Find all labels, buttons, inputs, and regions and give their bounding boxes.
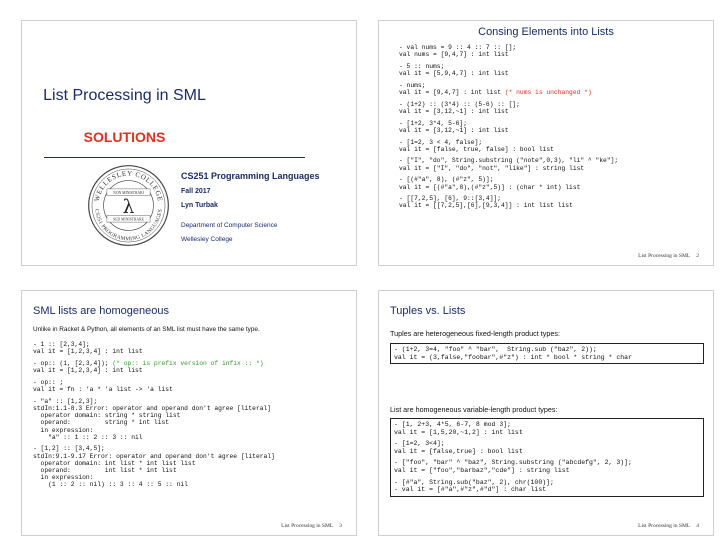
code-line: val nums = [9,4,7] : int list <box>399 51 509 59</box>
tuple-code-box <box>390 343 704 364</box>
code-line: val it = [[7,2,5],[6],[9,3,4]] : int list list <box>399 202 573 210</box>
code-line: - op:: ; <box>33 378 64 386</box>
code-line: val it = [1,2,3,4] : int list <box>33 348 143 356</box>
code-listing <box>33 341 275 493</box>
department: Department of Computer Science <box>181 222 278 229</box>
code-line: - 5 :: nums; <box>399 62 445 70</box>
code-line: - ["foo", "bar" ^ "baz", String.substring ("abcdefg", 2, 3)]; <box>394 459 632 467</box>
list-code-box <box>390 418 704 497</box>
page-number: 3 <box>339 523 342 529</box>
code-line: - [[7,2,5], [6], 9::[3,4]]; <box>399 195 502 203</box>
code-line: - [1+2, 3*4, 5-6]; <box>399 119 468 127</box>
svg-text:λ: λ <box>122 196 135 218</box>
code-line: val it = ["I", "do", "not", "like"] : string list <box>399 164 585 172</box>
code-line: in expression: <box>33 426 94 434</box>
slide-2-title: Consing Elements into Lists <box>478 26 614 38</box>
code-line: val it = [3,12,~1] : int list <box>399 107 509 115</box>
code-line: val it = [5,9,4,7] : int list <box>399 70 509 78</box>
slide-footer: List Processing in SML 3 <box>281 523 342 529</box>
slide-3-title: SML lists are homogeneous <box>33 305 169 317</box>
page-number: 2 <box>696 253 699 259</box>
code-comment: (* op:: is prefix version of infix :: *) <box>112 359 264 367</box>
svg-text:CS251 PROGRAMMING LANGUAGES: CS251 PROGRAMMING LANGUAGES <box>93 208 164 243</box>
slide-1-title: List Processing in SML <box>43 87 206 104</box>
code-listing <box>399 44 618 214</box>
code-line: - (1+2) :: (3*4) :: (5-6) :: []; <box>399 100 520 108</box>
course-name: CS251 Programming Languages <box>181 171 320 181</box>
code-line: val it = [9,4,7] : int list (* nums is unchanged *) <box>399 89 592 97</box>
code-line: operand: string * int list <box>33 419 170 427</box>
wellesley-seal-icon <box>87 164 170 247</box>
page-number: 4 <box>696 523 699 529</box>
code-line: - [(#"a", 8), (#"z", 5)]; <box>399 176 494 184</box>
code-line: - ["I", "do", String.substring ("note",0,3), "li" ^ "ke"]; <box>399 157 619 165</box>
code-line: stdIn:1.1-8.3 Error: operator and operand don't agree [literal] <box>33 404 272 412</box>
code-line: val it = fn : 'a * 'a list -> 'a list <box>33 386 173 394</box>
slide-footer: List Processing in SML 2 <box>638 253 699 259</box>
code-line: - nums; <box>399 81 426 89</box>
code-line: - val nums = 9 :: 4 :: 7 :: []; <box>399 44 517 51</box>
code-line: - val it = [#"a",#"z",#"d"] : char list <box>394 486 547 494</box>
code-line: val it = [1,5,20,~1,2] : int list <box>394 428 523 436</box>
college: Wellesley College <box>181 236 233 243</box>
code-line: - [1,2] :: [3,4,5]; <box>33 445 105 453</box>
code-line: val it = ["foo","barbaz","cde"] : string list <box>394 466 570 474</box>
code-line: - [1=2, 3 < 4, false]; <box>399 138 483 146</box>
code-line: operator domain: string * string list <box>33 412 181 420</box>
lists-description: List are homogeneous variable-length product types: <box>390 405 558 414</box>
slide-consing <box>378 20 714 266</box>
slide-footer: List Processing in SML 4 <box>638 523 699 529</box>
code-line: in expression: <box>33 474 94 482</box>
slide-tuples-vs-lists <box>378 290 714 536</box>
code-line: operator domain: int list * int list list <box>33 459 196 467</box>
code-line: - (1+2, 3=4, "foo" ^ "bar", String.sub ("baz", 2)); <box>394 346 597 353</box>
code-line: - "a" :: [1,2,3]; <box>33 397 98 405</box>
code-line: - op:: (1, [2,3,4]); (* op:: is prefix version of infix :: *) <box>33 359 264 367</box>
code-line: operand: int list * int list <box>33 467 177 475</box>
code-line: - 1 :: [2,3,4]; <box>33 341 90 348</box>
svg-text:WELLESLEY COLLEGE: WELLESLEY COLLEGE <box>92 169 165 203</box>
code-line: val it = [3,12,~1] : int list <box>399 126 509 134</box>
slide-3-intro: Unlike in Racket & Python, all elements of an SML list must have the same type. <box>33 326 260 333</box>
code-line: - [#"a", String.sub("baz", 2), chr(100)]; <box>394 478 554 486</box>
code-line: - [1=2, 3<4]; <box>394 440 445 448</box>
svg-text:NON MINISTRARI: NON MINISTRARI <box>113 190 144 195</box>
slide-title <box>21 20 357 266</box>
title-divider <box>44 157 305 158</box>
term: Fall 2017 <box>181 188 211 195</box>
solutions-label: SOLUTIONS <box>83 129 166 145</box>
svg-text:SED MINISTRARE: SED MINISTRARE <box>113 217 144 222</box>
code-line: val it = (3,false,"foobar",#"z") : int * bool * string * char <box>394 353 632 361</box>
slide-4-title: Tuples vs. Lists <box>390 305 466 317</box>
code-line: val it = [false, true, false] : bool list <box>399 145 554 153</box>
code-line: stdIn:9.1-9.17 Error: operator and operand don't agree [literal] <box>33 452 275 460</box>
slide-homogeneous <box>21 290 357 536</box>
code-line: - [1, 2+3, 4*5, 6-7, 8 mod 3]; <box>394 421 512 428</box>
code-line: val it = [1,2,3,4] : int list <box>33 367 143 375</box>
author: Lyn Turbak <box>181 202 218 209</box>
code-line: "a" :: 1 :: 2 :: 3 :: nil <box>33 433 143 441</box>
course-info <box>181 171 320 243</box>
tuples-description: Tuples are heterogeneous fixed-length product types: <box>390 329 560 338</box>
code-line: val it = [(#"a",8),(#"z",5)] : (char * int) list <box>399 183 581 191</box>
code-line: val it = [false,true] : bool list <box>394 447 523 455</box>
code-comment: (* nums is unchanged *) <box>504 89 592 97</box>
code-line: (1 :: 2 :: nil) :: 3 :: 4 :: 5 :: nil <box>33 481 188 489</box>
